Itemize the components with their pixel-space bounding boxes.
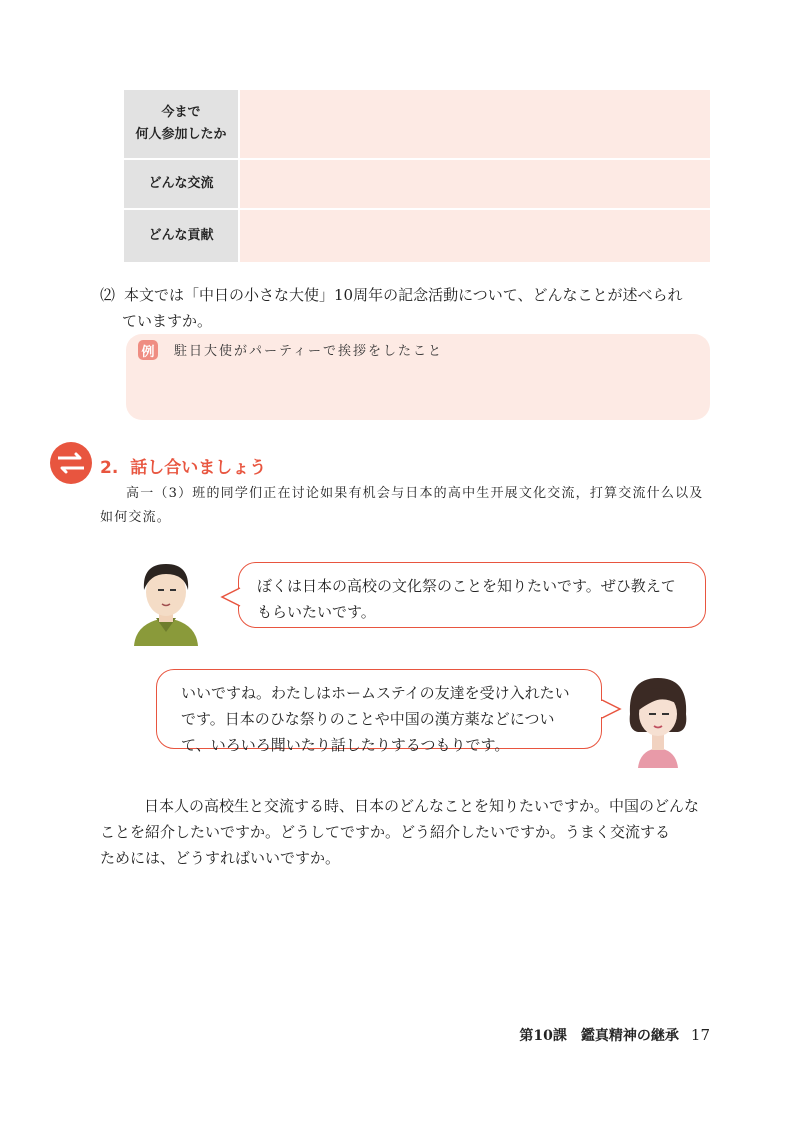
girl-avatar [622,670,694,772]
speech-line: て、いろいろ聞いたり話したりするつもりです。 [181,736,510,754]
answer-cell[interactable] [240,90,710,158]
section-title-text: 話し合いましょう [130,458,267,478]
answer-cell[interactable] [240,210,710,262]
table-row [124,210,710,262]
paragraph-line: 日本人の高校生と交流する時、日本のどんなことを知りたいですか。中国のどんな [144,797,700,815]
discussion-paragraph [100,793,715,871]
description-line: 高一（3）班的同学们正在讨论如果有机会与日本的高中生开展文化交流，打算交流什么以及 [126,486,704,501]
table-row-label: どんな交流 [124,160,240,208]
answer-table [124,90,710,262]
example-text: 駐日大使がパーティーで挨拶をしたこと [174,344,443,359]
section-description [100,482,715,530]
answer-cell[interactable] [240,160,710,208]
label-line: 何人参加したか [135,127,227,142]
question-2 [100,282,715,334]
girl-speech-bubble [156,669,602,754]
table-row-label: どんな貢献 [124,210,240,262]
speech-line: もらいたいです。 [257,603,376,621]
label-line: 今まで [161,105,201,120]
question-text: ていますか。 [122,312,213,330]
paragraph-line: ことを紹介したいですか。どうしてですか。どう紹介したいですか。うまく交流する [100,823,671,841]
paragraph-line: ためには、どうすればいいですか。 [100,849,341,867]
description-line: 如何交流。 [100,510,172,525]
boy-speech-bubble [238,562,706,628]
bubble-tail [600,698,622,720]
speech-line: ぼくは日本の高校の文化祭のことを知りたいです。ぜひ教えて [257,577,676,595]
bubble-tail [220,586,242,608]
table-row [124,160,710,210]
example-badge: 例 [138,340,158,360]
question-number: ⑵ [100,286,116,304]
lesson-title: 第10課 鑑真精神の継承 [519,1028,679,1044]
section-number: 2. [100,458,119,478]
table-row [124,90,710,160]
page-number: 17 [690,1026,710,1044]
page-footer [519,1025,710,1045]
example-answer-box[interactable] [126,334,710,420]
table-row-label [124,90,240,158]
speech-line: です。日本のひな祭りのことや中国の漢方薬などについ [181,710,555,728]
speech-line: いいですね。わたしはホームステイの友達を受け入れたい [181,684,570,702]
section-title [100,453,266,478]
boy-avatar [126,556,206,650]
exchange-arrows-icon [50,442,92,484]
question-text: 本文では「中日の小さな大使」10周年の記念活動について、どんなことが述べられ [124,286,683,304]
